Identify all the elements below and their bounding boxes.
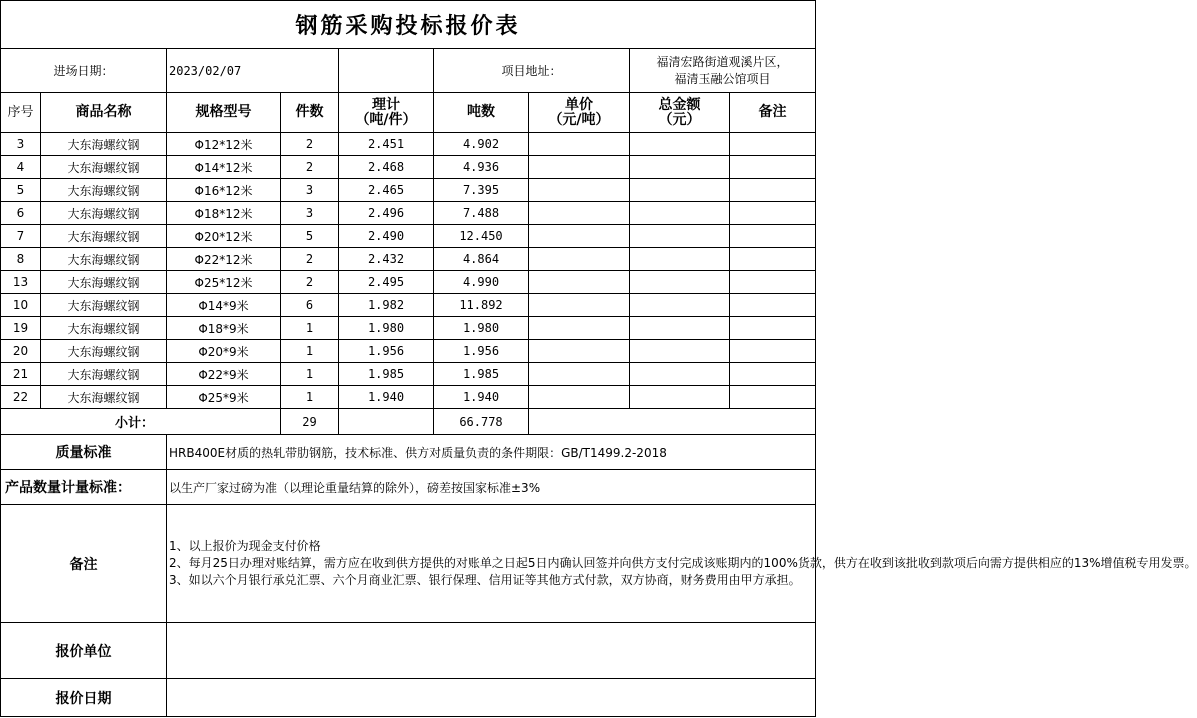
row-remarks[interactable] bbox=[730, 294, 816, 317]
row-unit-price[interactable] bbox=[529, 363, 630, 386]
row-spec: Φ18*12米 bbox=[167, 202, 281, 225]
row-total[interactable] bbox=[630, 225, 730, 248]
row-seq: 19 bbox=[1, 317, 41, 340]
row-seq: 6 bbox=[1, 202, 41, 225]
row-remarks[interactable] bbox=[730, 133, 816, 156]
quote-date-label: 报价日期 bbox=[1, 679, 167, 717]
title-row bbox=[1, 1, 816, 49]
row-seq: 13 bbox=[1, 271, 41, 294]
row-pieces: 2 bbox=[281, 248, 339, 271]
row-spec: Φ20*12米 bbox=[167, 225, 281, 248]
subtotal-pieces: 29 bbox=[281, 409, 339, 435]
row-tons: 7.395 bbox=[434, 179, 529, 202]
row-total[interactable] bbox=[630, 248, 730, 271]
row-pieces: 1 bbox=[281, 386, 339, 409]
info-row bbox=[1, 49, 816, 93]
row-unit-price[interactable] bbox=[529, 317, 630, 340]
row-pieces: 3 bbox=[281, 202, 339, 225]
row-tons: 1.985 bbox=[434, 363, 529, 386]
note-item-2: 2、每月25日办理对账结算，需方应在收到供方提供的对账单之日起5日内确认回签并向供方支付完成该账期内的100%货款，供方在收到该批收到款项后向需方提供相应的13%增值税专用发票。 bbox=[169, 556, 1197, 570]
row-weight: 1.956 bbox=[339, 340, 434, 363]
row-total[interactable] bbox=[630, 317, 730, 340]
row-product: 大东海螺纹钢 bbox=[41, 363, 167, 386]
row-spec: Φ12*12米 bbox=[167, 133, 281, 156]
row-seq: 8 bbox=[1, 248, 41, 271]
row-unit-price[interactable] bbox=[529, 340, 630, 363]
row-product: 大东海螺纹钢 bbox=[41, 271, 167, 294]
table-row bbox=[1, 133, 816, 156]
notes-content bbox=[167, 505, 1197, 623]
row-pieces: 6 bbox=[281, 294, 339, 317]
header-remarks: 备注 bbox=[730, 93, 816, 133]
row-unit-price[interactable] bbox=[529, 179, 630, 202]
header-total-line1: 总金额 bbox=[658, 96, 701, 113]
row-weight: 1.985 bbox=[339, 363, 434, 386]
header-product: 商品名称 bbox=[41, 93, 167, 133]
header-weight-line1: 理计 bbox=[372, 96, 400, 113]
table-row bbox=[1, 179, 816, 202]
row-product: 大东海螺纹钢 bbox=[41, 225, 167, 248]
table-row bbox=[1, 225, 816, 248]
row-tons: 4.864 bbox=[434, 248, 529, 271]
table-row bbox=[1, 271, 816, 294]
row-total[interactable] bbox=[630, 179, 730, 202]
row-unit-price[interactable] bbox=[529, 248, 630, 271]
row-remarks[interactable] bbox=[730, 225, 816, 248]
quality-text: HRB400E材质的热轧带肋钢筋，技术标准、供方对质量负责的条件期限：GB/T1499.2-2018 bbox=[167, 435, 816, 470]
row-total[interactable] bbox=[630, 156, 730, 179]
row-spec: Φ22*9米 bbox=[167, 363, 281, 386]
row-tons: 4.990 bbox=[434, 271, 529, 294]
info-blank-cell[interactable] bbox=[339, 49, 434, 93]
row-weight: 2.495 bbox=[339, 271, 434, 294]
row-weight: 1.982 bbox=[339, 294, 434, 317]
row-product: 大东海螺纹钢 bbox=[41, 294, 167, 317]
row-unit-price[interactable] bbox=[529, 156, 630, 179]
item-rows bbox=[1, 133, 816, 409]
subtotal-blank-rest[interactable] bbox=[529, 409, 816, 435]
note-item-3: 3、如以六个月银行承兑汇票、六个月商业汇票、银行保理、信用证等其他方式付款，双方协商，财务费用由甲方承担。 bbox=[169, 573, 801, 587]
table-row bbox=[1, 386, 816, 409]
row-pieces: 5 bbox=[281, 225, 339, 248]
row-pieces: 1 bbox=[281, 363, 339, 386]
row-seq: 22 bbox=[1, 386, 41, 409]
header-theoretical-weight bbox=[339, 93, 434, 133]
row-weight: 2.432 bbox=[339, 248, 434, 271]
row-product: 大东海螺纹钢 bbox=[41, 179, 167, 202]
header-unit-price-line1: 单价 bbox=[565, 96, 593, 113]
row-seq: 10 bbox=[1, 294, 41, 317]
notes-row bbox=[1, 505, 816, 623]
quote-unit-row bbox=[1, 623, 816, 679]
row-total[interactable] bbox=[630, 363, 730, 386]
row-product: 大东海螺纹钢 bbox=[41, 133, 167, 156]
entry-date-label: 进场日期： bbox=[1, 49, 167, 93]
row-total[interactable] bbox=[630, 202, 730, 225]
row-remarks[interactable] bbox=[730, 156, 816, 179]
column-header-row bbox=[1, 93, 816, 133]
row-pieces: 3 bbox=[281, 179, 339, 202]
row-seq: 5 bbox=[1, 179, 41, 202]
table-row bbox=[1, 363, 816, 386]
row-remarks[interactable] bbox=[730, 179, 816, 202]
table-row bbox=[1, 294, 816, 317]
row-spec: Φ25*12米 bbox=[167, 271, 281, 294]
project-address-line2: 福清玉融公馆项目 bbox=[674, 71, 771, 86]
row-tons: 1.956 bbox=[434, 340, 529, 363]
row-product: 大东海螺纹钢 bbox=[41, 202, 167, 225]
row-product: 大东海螺纹钢 bbox=[41, 156, 167, 179]
quote-date-row bbox=[1, 679, 816, 717]
row-weight: 2.468 bbox=[339, 156, 434, 179]
note-item-1: 1、以上报价为现金支付价格 bbox=[169, 539, 321, 553]
table-row bbox=[1, 156, 816, 179]
row-unit-price[interactable] bbox=[529, 386, 630, 409]
row-remarks[interactable] bbox=[730, 386, 816, 409]
row-unit-price[interactable] bbox=[529, 133, 630, 156]
quote-unit-value[interactable] bbox=[167, 623, 816, 679]
row-seq: 4 bbox=[1, 156, 41, 179]
project-address-label: 项目地址： bbox=[434, 49, 630, 93]
header-pieces: 件数 bbox=[281, 93, 339, 133]
row-remarks[interactable] bbox=[730, 202, 816, 225]
table-row bbox=[1, 248, 816, 271]
page-title: 钢筋采购投标报价表 bbox=[1, 1, 816, 49]
row-product: 大东海螺纹钢 bbox=[41, 386, 167, 409]
row-total[interactable] bbox=[630, 386, 730, 409]
row-pieces: 1 bbox=[281, 340, 339, 363]
row-pieces: 2 bbox=[281, 156, 339, 179]
row-weight: 2.465 bbox=[339, 179, 434, 202]
quote-unit-label: 报价单位 bbox=[1, 623, 167, 679]
row-tons: 12.450 bbox=[434, 225, 529, 248]
row-tons: 4.902 bbox=[434, 133, 529, 156]
quality-row bbox=[1, 435, 816, 470]
row-product: 大东海螺纹钢 bbox=[41, 248, 167, 271]
subtotal-tons: 66.778 bbox=[434, 409, 529, 435]
row-remarks[interactable] bbox=[730, 317, 816, 340]
row-spec: Φ14*9米 bbox=[167, 294, 281, 317]
row-spec: Φ16*12米 bbox=[167, 179, 281, 202]
row-weight: 2.490 bbox=[339, 225, 434, 248]
row-weight: 2.496 bbox=[339, 202, 434, 225]
row-spec: Φ20*9米 bbox=[167, 340, 281, 363]
entry-date-value[interactable]: 2023/02/07 bbox=[167, 49, 339, 93]
header-seq: 序号 bbox=[1, 93, 41, 133]
table-row bbox=[1, 340, 816, 363]
row-tons: 7.488 bbox=[434, 202, 529, 225]
header-unit-price bbox=[529, 93, 630, 133]
row-tons: 1.940 bbox=[434, 386, 529, 409]
subtotal-row bbox=[1, 409, 816, 435]
row-remarks[interactable] bbox=[730, 271, 816, 294]
row-total[interactable] bbox=[630, 294, 730, 317]
notes-label: 备注 bbox=[1, 505, 167, 623]
row-unit-price[interactable] bbox=[529, 294, 630, 317]
row-spec: Φ14*12米 bbox=[167, 156, 281, 179]
row-tons: 4.936 bbox=[434, 156, 529, 179]
row-seq: 7 bbox=[1, 225, 41, 248]
row-spec: Φ22*12米 bbox=[167, 248, 281, 271]
quote-date-value[interactable] bbox=[167, 679, 816, 717]
row-spec: Φ25*9米 bbox=[167, 386, 281, 409]
row-remarks[interactable] bbox=[730, 340, 816, 363]
row-spec: Φ18*9米 bbox=[167, 317, 281, 340]
measurement-text: 以生产厂家过磅为准（以理论重量结算的除外），磅差按国家标准±3% bbox=[167, 470, 816, 505]
row-remarks[interactable] bbox=[730, 363, 816, 386]
header-spec: 规格型号 bbox=[167, 93, 281, 133]
header-weight-line2: （吨/件） bbox=[355, 111, 417, 128]
quality-label: 质量标准 bbox=[1, 435, 167, 470]
row-total[interactable] bbox=[630, 271, 730, 294]
row-product: 大东海螺纹钢 bbox=[41, 317, 167, 340]
row-product: 大东海螺纹钢 bbox=[41, 340, 167, 363]
subtotal-blank-weight bbox=[339, 409, 434, 435]
header-tonnage: 吨数 bbox=[434, 93, 529, 133]
project-address-line1: 福清宏路街道观溪片区， bbox=[656, 54, 789, 69]
row-seq: 20 bbox=[1, 340, 41, 363]
row-seq: 21 bbox=[1, 363, 41, 386]
row-pieces: 2 bbox=[281, 133, 339, 156]
subtotal-label: 小计： bbox=[1, 409, 281, 435]
header-total bbox=[630, 93, 730, 133]
row-tons: 1.980 bbox=[434, 317, 529, 340]
row-weight: 2.451 bbox=[339, 133, 434, 156]
row-pieces: 2 bbox=[281, 271, 339, 294]
row-weight: 1.980 bbox=[339, 317, 434, 340]
header-total-line2: （元） bbox=[658, 111, 701, 128]
row-remarks[interactable] bbox=[730, 248, 816, 271]
header-unit-price-line2: （元/吨） bbox=[548, 111, 610, 128]
row-seq: 3 bbox=[1, 133, 41, 156]
row-unit-price[interactable] bbox=[529, 271, 630, 294]
measurement-row bbox=[1, 470, 816, 505]
measurement-label: 产品数量计量标准： bbox=[1, 470, 167, 505]
row-weight: 1.940 bbox=[339, 386, 434, 409]
row-unit-price[interactable] bbox=[529, 225, 630, 248]
row-tons: 11.892 bbox=[434, 294, 529, 317]
project-address-value[interactable] bbox=[630, 49, 816, 93]
row-unit-price[interactable] bbox=[529, 202, 630, 225]
row-pieces: 1 bbox=[281, 317, 339, 340]
row-total[interactable] bbox=[630, 340, 730, 363]
table-row bbox=[1, 317, 816, 340]
table-row bbox=[1, 202, 816, 225]
row-total[interactable] bbox=[630, 133, 730, 156]
